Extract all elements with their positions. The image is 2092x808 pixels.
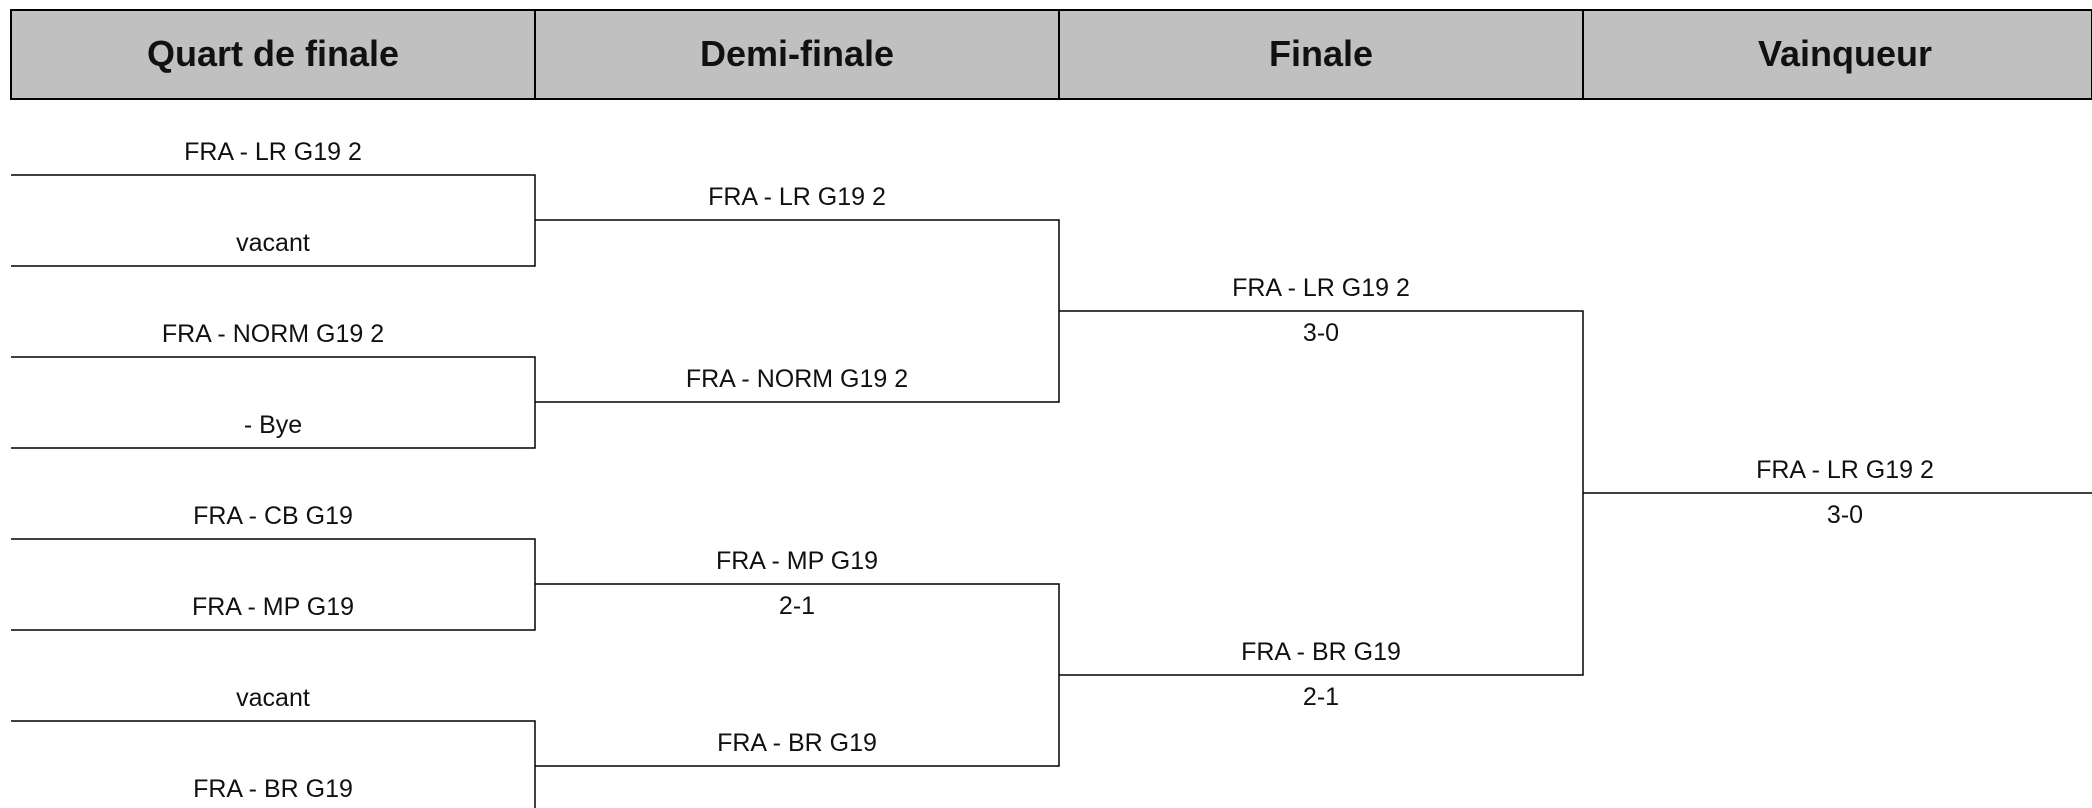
quarterfinal-team: vacant	[236, 684, 310, 712]
final-winner: FRA - BR G19	[1241, 638, 1401, 666]
semifinal-winner: FRA - MP G19	[715, 547, 879, 575]
column-header-final: Finale	[1268, 33, 1374, 74]
quarterfinal-team: FRA - BR G19	[193, 775, 353, 803]
quarterfinal-team: FRA - NORM G19 2	[161, 320, 385, 348]
column-header-semifinal: Demi-finale	[699, 33, 895, 74]
final-labels	[1232, 274, 1410, 711]
quarterfinal-team: - Bye	[243, 411, 303, 439]
column-header-quarterfinal: Quart de finale	[146, 33, 400, 74]
semifinal-labels	[686, 183, 908, 757]
quarterfinal-team: FRA - LR G19 2	[184, 138, 362, 166]
semifinal-winner: FRA - LR G19 2	[708, 183, 886, 211]
final-score: 3-0	[1302, 319, 1340, 347]
quarterfinal-team: FRA - MP G19	[191, 593, 355, 621]
quarterfinal-team: FRA - CB G19	[193, 502, 353, 530]
header-bar	[11, 10, 2092, 99]
champion-score: 3-0	[1826, 501, 1864, 529]
semifinal-winner: FRA - NORM G19 2	[685, 365, 909, 393]
bracket-lines	[11, 175, 2092, 808]
semifinal-score: 2-1	[778, 592, 816, 620]
quarterfinal-labels	[162, 138, 384, 803]
final-connector	[1059, 311, 1583, 675]
column-header-winner: Vainqueur	[1757, 33, 1933, 74]
semifinal-winner: FRA - BR G19	[717, 729, 877, 757]
quarterfinal-team: vacant	[236, 229, 310, 257]
final-winner: FRA - LR G19 2	[1232, 274, 1410, 302]
final-score: 2-1	[1302, 683, 1340, 711]
champion-name: FRA - LR G19 2	[1756, 456, 1934, 484]
